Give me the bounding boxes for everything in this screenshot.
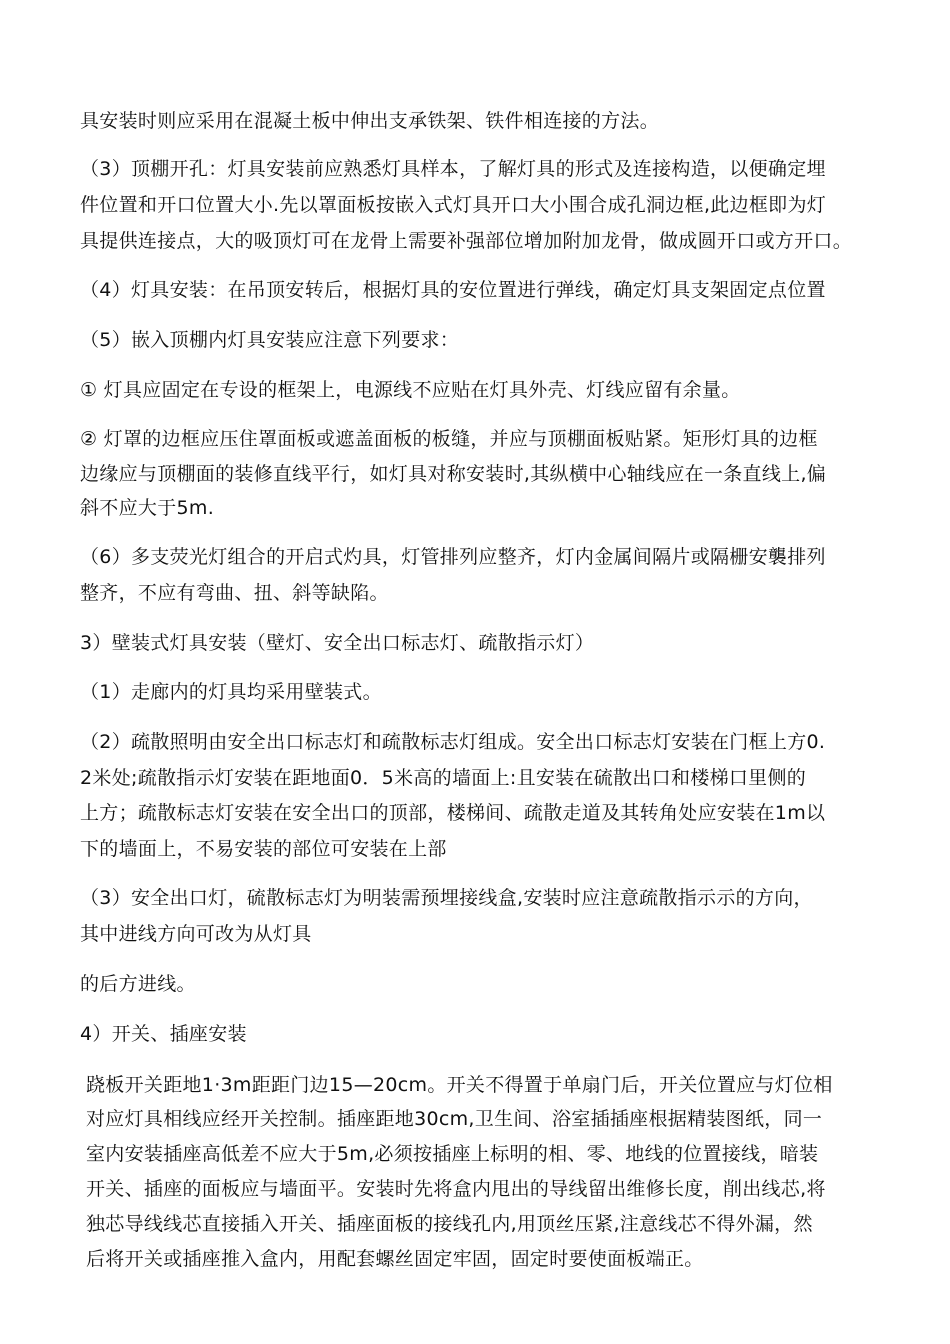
paragraph-line: 斜不应大于5m.: [80, 497, 215, 519]
paragraph-line: 下的墙面上，不易安装的部位可安装在上部: [80, 838, 447, 860]
paragraph-line: 上方；疏散标志灯安装在安全出口的顶部，楼梯间、疏散走道及其转角处应安装在1m以: [80, 802, 826, 824]
paragraph-line: （5）嵌入顶棚内灯具安装应注意下列要求：: [80, 329, 460, 351]
paragraph-line: 具提供连接点，大的吸顶灯可在龙骨上需要补强部位增加附加龙骨，做成圆开口或方开口。: [80, 230, 853, 252]
section-heading: 3）壁装式灯具安装（壁灯、安全出口标志灯、疏散指示灯）: [80, 632, 595, 654]
paragraph-line: 其中进线方向可改为从灯具: [80, 923, 312, 945]
paragraph-line: 的后方进线。: [80, 973, 196, 995]
paragraph-line: （3）顶棚开孔：灯具安装前应熟悉灯具样本，了解灯具的形式及连接构造，以便确定埋: [80, 158, 826, 180]
paragraph-line: 对应灯具相线应经开关控制。插座距地30cm,卫生间、浴室插插座根据精装图纸，同一: [86, 1108, 823, 1130]
paragraph-line: （2）疏散照明由安全出口标志灯和疏散标志灯组成。安全出口标志灯安装在门框上方0.: [80, 731, 826, 753]
paragraph-line: 跷板开关距地1·3m距距门边15—20cm。开关不得置于单扇门后，开关位置应与灯位相: [86, 1074, 833, 1096]
paragraph-line: 独芯导线线芯直接插入开关、插座面板的接线孔内,用顶丝压紧,注意线芯不得外漏，然: [86, 1213, 813, 1235]
paragraph-line: 具安装时则应采用在混凝土板中伸出支承铁架、铁件相连接的方法。: [80, 110, 660, 132]
paragraph-line: （4）灯具安装：在吊顶安转后，根据灯具的安位置进行弹线，确定灯具支架固定点位置: [80, 279, 826, 301]
section-heading: 4）开关、插座安装: [80, 1023, 247, 1045]
paragraph-line: （6）多支荧光灯组合的开启式灼具，灯管排列应整齐，灯内金属间隔片或隔栅安襲排列: [80, 546, 826, 568]
paragraph-line: ② 灯罩的边框应压住罩面板或遮盖面板的板缝，并应与顶棚面板贴紧。矩形灯具的边框: [80, 428, 818, 450]
paragraph-line: （3）安全出口灯，硫散标志灯为明装需预埋接线盒,安装时应注意疏散指示示的方向，: [80, 887, 813, 909]
paragraph-line: （1）走廊内的灯具均采用壁装式。: [80, 681, 382, 703]
paragraph-line: 件位置和开口位置大小.先以罩面板按嵌入式灯具开口大小围合成孔洞边框,此边框即为灯: [80, 194, 827, 216]
paragraph-line: 整齐，不应有弯曲、扭、斜等缺陷。: [80, 582, 389, 604]
paragraph-line: 边缘应与顶棚面的装修直线平行，如灯具对称安装时,其纵横中心轴线应在一条直线上,偏: [80, 463, 827, 485]
paragraph-line: 室内安装插座高低差不应大于5m,必须按插座上标明的相、零、地线的位置接线，暗装: [86, 1143, 819, 1165]
paragraph-line: 2米处;疏散指示灯安装在距地面0．5米高的墙面上:且安装在硫散出口和楼梯口里侧的: [80, 767, 807, 789]
paragraph-line: 开关、插座的面板应与墙面平。安装时先将盒内甩出的导线留出维修长度，削出线芯,将: [86, 1178, 826, 1200]
paragraph-line: 后将开关或插座推入盒内，用配套螺丝固定牢固，固定时要使面板端正。: [86, 1248, 704, 1270]
paragraph-line: ① 灯具应固定在专设的框架上，电源线不应贴在灯具外壳、灯线应留有余量。: [80, 379, 741, 401]
